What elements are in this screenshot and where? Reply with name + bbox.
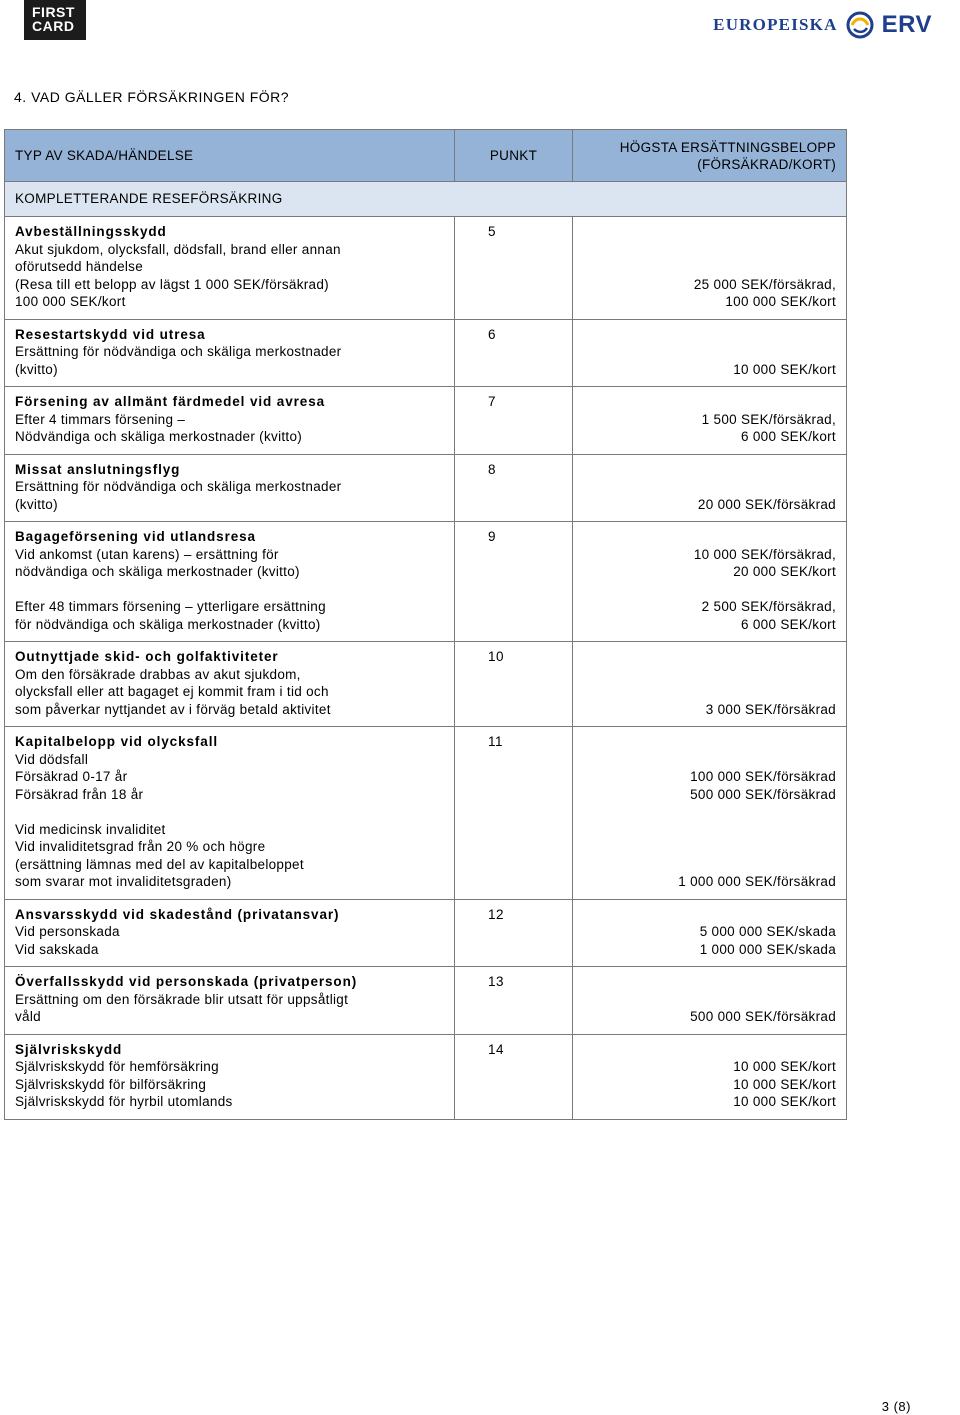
- spacer: [573, 343, 836, 361]
- punkt-cell: [455, 319, 573, 387]
- amount-line: 1 000 000 SEK/skada: [699, 941, 836, 957]
- erv-swirl-icon: [846, 11, 874, 39]
- punkt-number: 8: [488, 461, 497, 477]
- coverage-title: Ansvarsskydd vid skadestånd (privatansvar): [15, 906, 340, 922]
- amount-cell: [573, 899, 847, 967]
- amount-line: 5 000 000 SEK/skada: [699, 924, 836, 939]
- spacer: [573, 241, 836, 259]
- coverage-title: Självriskskydd: [15, 1041, 123, 1057]
- first-card-logo: [24, 0, 86, 40]
- table-row: [5, 454, 847, 522]
- spacer: [573, 751, 836, 769]
- amount-line: 500 000 SEK/försäkrad: [690, 1009, 836, 1024]
- amount-line: 2 500 SEK/försäkrad,: [701, 599, 836, 614]
- coverage-line: olycksfall eller att bagaget ej kommit fram i tid och: [15, 684, 329, 699]
- table-row: [5, 642, 847, 727]
- spacer: [573, 991, 836, 1009]
- coverage-line: Försäkrad 0-17 år: [15, 769, 128, 784]
- spacer: [573, 838, 836, 856]
- coverage-table: [4, 129, 847, 1120]
- punkt-number: 14: [488, 1041, 505, 1057]
- coverage-line: Självriskskydd för hyrbil utomlands: [15, 1094, 233, 1109]
- spacer: [573, 906, 836, 924]
- logo-line-1: FIRST: [32, 4, 75, 20]
- spacer: [573, 528, 836, 546]
- coverage-title: Kapitalbelopp vid olycksfall: [15, 734, 218, 749]
- coverage-line: Ersättning för nödvändiga och skäliga merkostnader: [15, 479, 342, 494]
- coverage-line: Ersättning för nödvändiga och skäliga merkostnader: [15, 344, 342, 359]
- punkt-number: 5: [488, 224, 497, 239]
- coverage-line: Om den försäkrade drabbas av akut sjukdom,: [15, 666, 301, 682]
- coverage-description: [5, 642, 455, 727]
- amount-line: 25 000 SEK/försäkrad,: [693, 276, 836, 292]
- spacer: [573, 648, 836, 666]
- amount-cell: [573, 967, 847, 1035]
- spacer: [573, 973, 836, 991]
- spacer: [573, 803, 836, 821]
- amount-line: 20 000 SEK/försäkrad: [697, 496, 836, 512]
- coverage-description: [5, 967, 455, 1035]
- col-header-amount-line1: HÖGSTA ERSÄTTNINGSBELOPP: [619, 139, 836, 155]
- coverage-title: Försening av allmänt färdmedel vid avresa: [15, 394, 326, 409]
- table-row: [5, 319, 847, 387]
- amount-line: 100 000 SEK/försäkrad: [690, 769, 836, 784]
- table-row: [5, 522, 847, 642]
- amount-line: 10 000 SEK/kort: [733, 361, 836, 377]
- punkt-cell: [455, 217, 573, 320]
- spacer: [15, 581, 450, 599]
- coverage-line: Ersättning om den försäkrade blir utsatt för uppsåtligt: [15, 991, 349, 1007]
- amount-cell: [573, 642, 847, 727]
- amount-line: 10 000 SEK/kort: [733, 1059, 836, 1074]
- punkt-number: 11: [488, 734, 504, 749]
- amount-cell: [573, 1034, 847, 1119]
- col-header-type: TYP AV SKADA/HÄNDELSE: [5, 130, 455, 182]
- col-header-amount-line2: (FÖRSÄKRAD/KORT): [697, 156, 836, 172]
- coverage-line: Vid personskada: [15, 924, 120, 939]
- coverage-line: för nödvändiga och skäliga merkostnader (kvitto): [15, 616, 321, 632]
- coverage-title: Missat anslutningsflyg: [15, 461, 181, 477]
- amount-cell: [573, 319, 847, 387]
- amount-line: 500 000 SEK/försäkrad: [690, 786, 836, 802]
- coverage-description: [5, 522, 455, 642]
- coverage-line: Nödvändiga och skäliga merkostnader (kvitto): [15, 429, 303, 444]
- table-header-row: [5, 130, 847, 182]
- coverage-line: (kvitto): [15, 361, 58, 377]
- coverage-line: (kvitto): [15, 496, 58, 512]
- coverage-line: Vid invaliditetsgrad från 20 % och högre: [15, 839, 266, 854]
- europeiska-erv-logo: [713, 8, 932, 42]
- coverage-description: [5, 1034, 455, 1119]
- brand-name: EUROPEISKA: [713, 15, 838, 34]
- coverage-line: som svarar mot invaliditetsgraden): [15, 874, 232, 889]
- punkt-number: 10: [488, 649, 505, 664]
- amount-line: 6 000 SEK/kort: [740, 429, 836, 444]
- amount-cell: [573, 727, 847, 900]
- table-row: [5, 217, 847, 320]
- table-row: [5, 1034, 847, 1119]
- coverage-line: Försäkrad från 18 år: [15, 786, 144, 802]
- coverage-line: Självriskskydd för hemförsäkring: [15, 1059, 219, 1074]
- coverage-line: nödvändiga och skäliga merkostnader (kvitto): [15, 564, 300, 579]
- section-title: 4. VAD GÄLLER FÖRSÄKRINGEN FÖR?: [14, 89, 290, 105]
- subheader-row: [5, 182, 847, 217]
- spacer: [573, 478, 836, 496]
- table-row: [5, 387, 847, 455]
- col-header-amount: [573, 130, 847, 182]
- coverage-line: Akut sjukdom, olycksfall, dödsfall, brand eller annan: [15, 241, 341, 257]
- coverage-description: [5, 217, 455, 320]
- coverage-line: 100 000 SEK/kort: [15, 294, 126, 309]
- amount-line: 3 000 SEK/försäkrad: [705, 701, 836, 717]
- coverage-line: våld: [15, 1009, 41, 1024]
- spacer: [573, 581, 836, 599]
- coverage-description: [5, 454, 455, 522]
- table-row: [5, 727, 847, 900]
- spacer: [573, 683, 836, 701]
- page-number: 3 (8): [881, 1399, 911, 1414]
- coverage-line: Vid sakskada: [15, 941, 99, 957]
- coverage-line: Efter 48 timmars försening – ytterligare ersättning: [15, 599, 326, 614]
- amount-line: 6 000 SEK/kort: [740, 616, 836, 632]
- punkt-cell: [455, 967, 573, 1035]
- punkt-cell: [455, 522, 573, 642]
- amount-line: 100 000 SEK/kort: [725, 294, 836, 309]
- coverage-line: (ersättning lämnas med del av kapitalbeloppet: [15, 856, 304, 872]
- amount-line: 1 500 SEK/försäkrad,: [701, 411, 836, 427]
- punkt-number: 12: [488, 906, 505, 922]
- subheader-label: KOMPLETTERANDE RESEFÖRSÄKRING: [5, 182, 847, 217]
- brand-mark: ERV: [881, 11, 932, 38]
- spacer: [573, 666, 836, 684]
- amount-cell: [573, 454, 847, 522]
- spacer: [573, 1041, 836, 1059]
- amount-cell: [573, 387, 847, 455]
- punkt-cell: [455, 1034, 573, 1119]
- coverage-title: Bagageförsening vid utlandsresa: [15, 529, 256, 544]
- coverage-description: [5, 319, 455, 387]
- table-row: [5, 899, 847, 967]
- coverage-line: Vid dödsfall: [15, 751, 89, 767]
- coverage-line: Vid ankomst (utan karens) – ersättning för: [15, 546, 279, 562]
- punkt-cell: [455, 642, 573, 727]
- coverage-description: [5, 727, 455, 900]
- punkt-number: 13: [488, 974, 505, 989]
- coverage-line: oförutsedd händelse: [15, 259, 144, 274]
- amount-cell: [573, 217, 847, 320]
- coverage-line: Självriskskydd för bilförsäkring: [15, 1076, 207, 1092]
- amount-cell: [573, 522, 847, 642]
- coverage-title: Överfallsskydd vid personskada (privatperson): [15, 974, 358, 989]
- amount-line: 10 000 SEK/kort: [733, 1094, 836, 1109]
- punkt-cell: [455, 727, 573, 900]
- punkt-number: 7: [488, 394, 497, 409]
- punkt-number: 6: [488, 326, 497, 342]
- coverage-line: som påverkar nyttjandet av i förväg betald aktivitet: [15, 701, 331, 717]
- coverage-title: Resestartskydd vid utresa: [15, 326, 206, 342]
- coverage-description: [5, 387, 455, 455]
- coverage-title: Outnyttjade skid- och golfaktiviteter: [15, 649, 279, 664]
- punkt-number: 9: [488, 529, 497, 544]
- spacer: [573, 223, 836, 241]
- spacer: [573, 856, 836, 874]
- coverage-line: Efter 4 timmars försening –: [15, 411, 186, 427]
- spacer: [573, 393, 836, 411]
- coverage-description: [5, 899, 455, 967]
- spacer: [15, 803, 450, 821]
- punkt-cell: [455, 899, 573, 967]
- spacer: [573, 461, 836, 479]
- amount-line: 10 000 SEK/kort: [733, 1076, 836, 1092]
- table-row: [5, 967, 847, 1035]
- col-header-punkt: PUNKT: [455, 130, 573, 182]
- spacer: [573, 821, 836, 839]
- spacer: [573, 733, 836, 751]
- coverage-line: Vid medicinsk invaliditet: [15, 821, 166, 837]
- logo-line-2: CARD: [32, 18, 75, 34]
- coverage-line: (Resa till ett belopp av lägst 1 000 SEK/försäkrad): [15, 276, 329, 292]
- spacer: [573, 326, 836, 344]
- punkt-cell: [455, 454, 573, 522]
- spacer: [573, 258, 836, 276]
- coverage-title: Avbeställningsskydd: [15, 224, 167, 239]
- amount-line: 10 000 SEK/försäkrad,: [693, 546, 836, 562]
- amount-line: 1 000 000 SEK/försäkrad: [678, 874, 836, 889]
- punkt-cell: [455, 387, 573, 455]
- amount-line: 20 000 SEK/kort: [733, 564, 836, 579]
